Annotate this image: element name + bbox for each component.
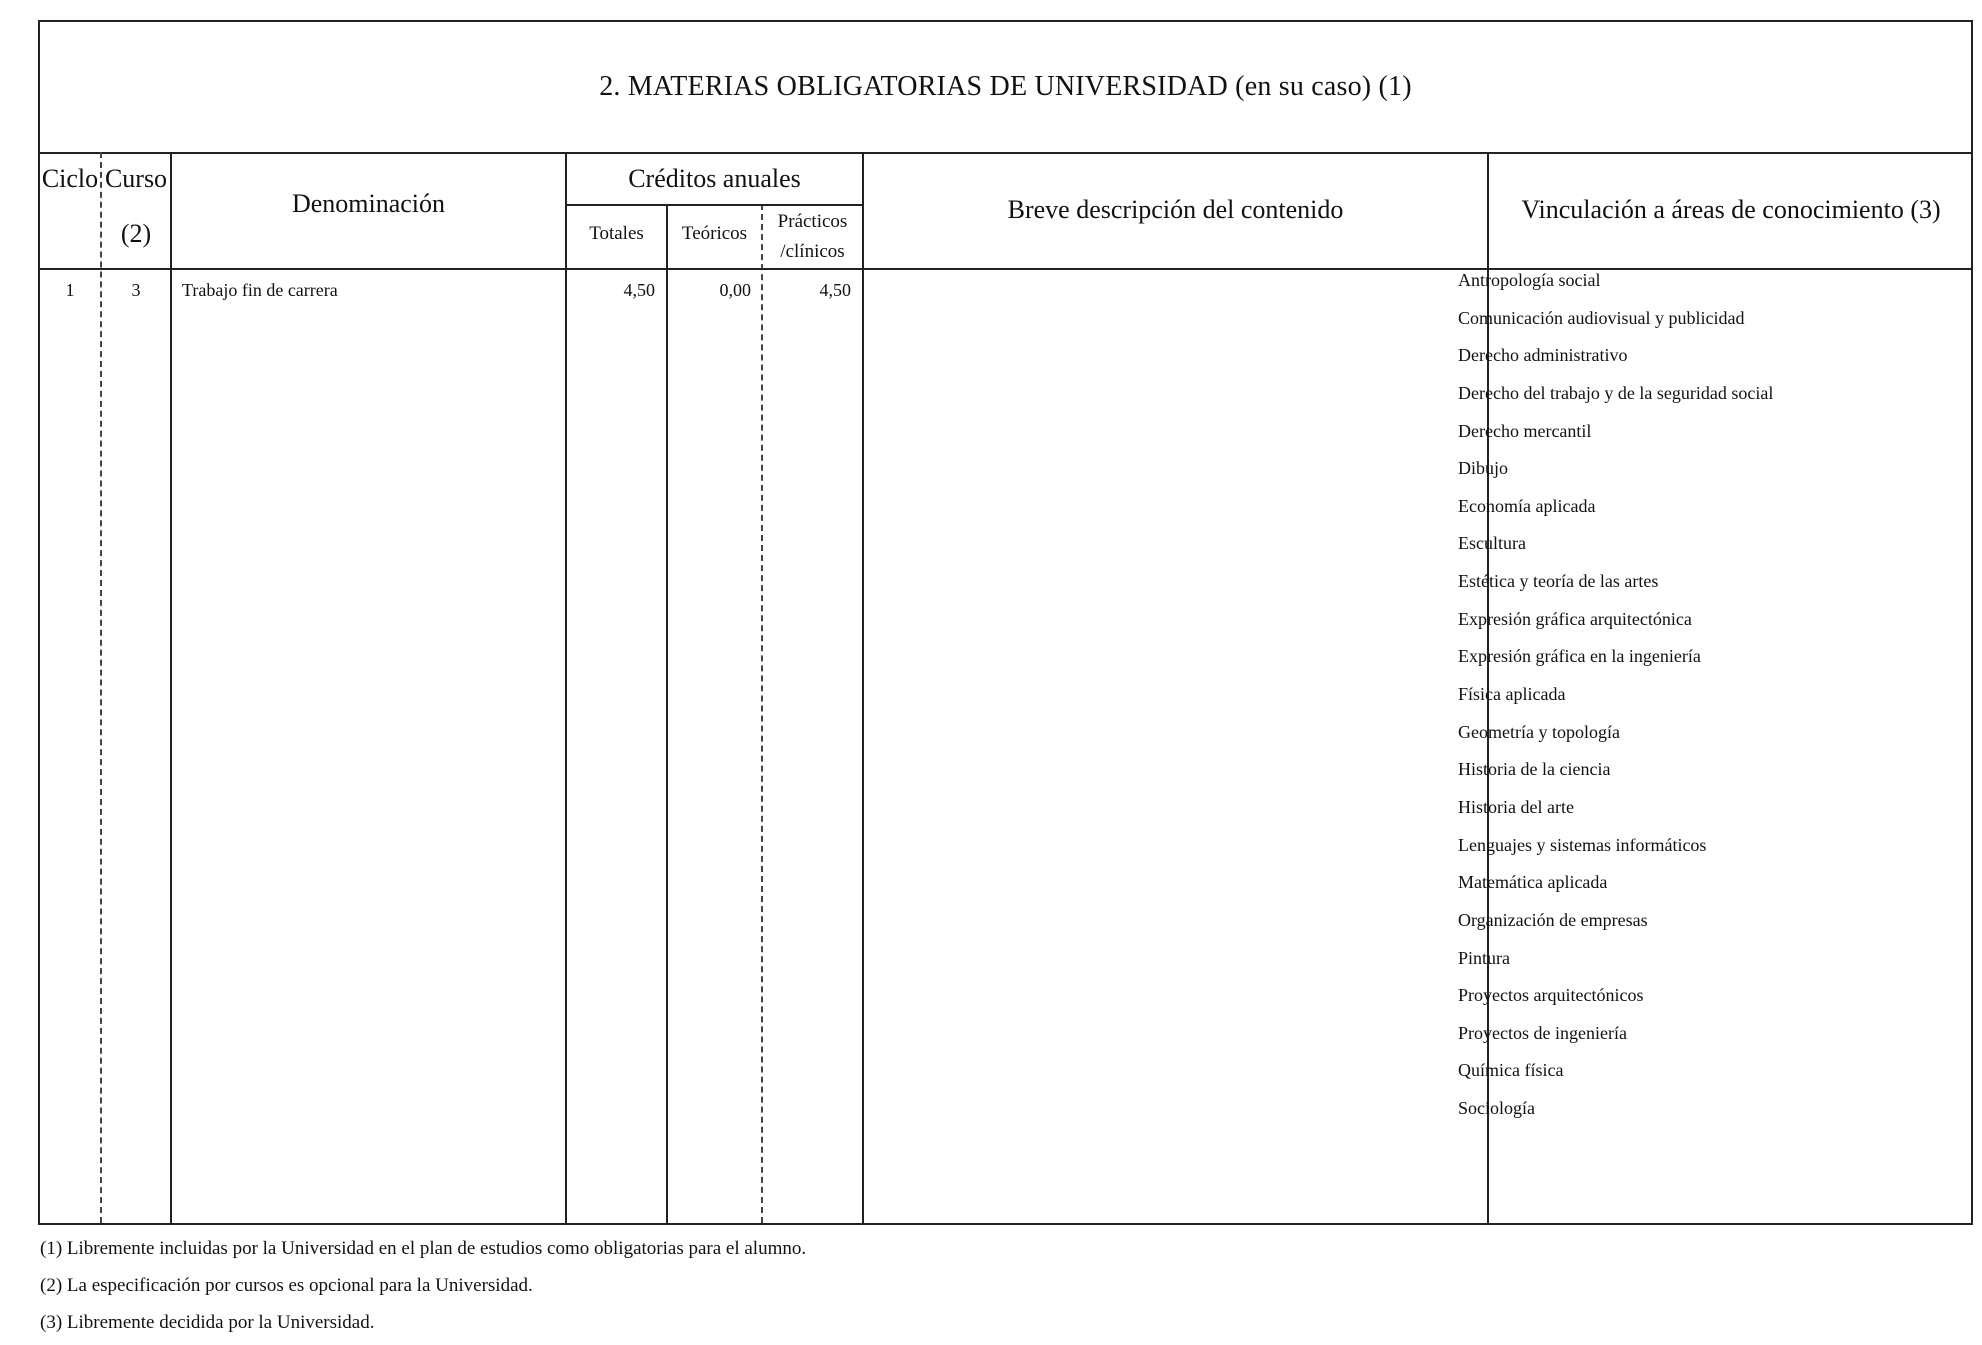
- area-item: Sociología: [1458, 1098, 1535, 1119]
- area-item: Derecho administrativo: [1458, 345, 1628, 366]
- area-item: Proyectos de ingeniería: [1458, 1022, 1627, 1043]
- column-divider: [565, 152, 567, 1223]
- cell-denominacion: Trabajo fin de carrera: [182, 280, 338, 300]
- column-divider: [100, 152, 102, 1223]
- cell-practicos: 4,50: [819, 280, 851, 300]
- areas-list: [1458, 262, 1773, 1128]
- header-practicos-line1: Prácticos: [777, 211, 848, 232]
- area-item: Proyectos arquitectónicos: [1458, 985, 1644, 1006]
- area-item: Historia del arte: [1458, 796, 1574, 817]
- header-denominacion: Denominación: [291, 189, 446, 218]
- header-vinculacion: Vinculación a áreas de conocimiento (3): [1521, 195, 1941, 224]
- cell-totales: 4,50: [623, 280, 655, 300]
- footnote-3: (3) Libremente decidida por la Universidad.: [40, 1312, 375, 1333]
- area-item: Física aplicada: [1458, 684, 1566, 705]
- footnote-1: (1) Libremente incluidas por la Universidad en el plan de estudios como obligatorias para el alumno.: [40, 1238, 807, 1259]
- header-practicos: [763, 206, 862, 268]
- area-item: Estética y teoría de las artes: [1458, 571, 1659, 592]
- header-curso: Curso: [104, 164, 168, 193]
- area-item: Química física: [1458, 1060, 1564, 1081]
- area-item: Lenguajes y sistemas informáticos: [1458, 834, 1707, 855]
- area-item: Dibujo: [1458, 458, 1509, 479]
- column-divider: [666, 204, 668, 1223]
- header-teoricos: Teóricos: [681, 223, 748, 244]
- column-divider: [862, 152, 864, 1223]
- header-practicos-line2: /clínicos: [780, 241, 845, 262]
- area-item: Economía aplicada: [1458, 495, 1596, 516]
- cell-curso: 3: [131, 280, 141, 300]
- cell-teoricos: 0,00: [719, 280, 751, 300]
- area-item: Organización de empresas: [1458, 909, 1648, 930]
- area-item: Escultura: [1458, 533, 1526, 554]
- area-item: Geometría y topología: [1458, 721, 1620, 742]
- footnote-2: (2) La especificación por cursos es opcional para la Universidad.: [40, 1275, 533, 1296]
- area-item: Expresión gráfica en la ingeniería: [1458, 646, 1701, 667]
- area-item: Derecho mercantil: [1458, 420, 1592, 441]
- column-divider: [170, 152, 172, 1223]
- header-creditos: Créditos anuales: [628, 164, 801, 193]
- area-item: Comunicación audiovisual y publicidad: [1458, 307, 1745, 328]
- header-descripcion: Breve descripción del contenido: [1007, 195, 1344, 224]
- column-divider: [761, 204, 763, 1223]
- area-item: Pintura: [1458, 947, 1510, 968]
- area-item: Derecho del trabajo y de la seguridad social: [1458, 382, 1774, 403]
- area-item: Matemática aplicada: [1458, 872, 1608, 893]
- cell-ciclo: 1: [65, 280, 75, 300]
- area-item: Expresión gráfica arquitectónica: [1458, 608, 1692, 629]
- area-item: Antropología social: [1458, 270, 1601, 290]
- footnotes: [40, 1230, 806, 1341]
- header-curso-note: (2): [120, 219, 152, 248]
- area-item: Historia de la ciencia: [1458, 759, 1611, 780]
- section-title: 2. MATERIAS OBLIGATORIAS DE UNIVERSIDAD (en su caso) (1): [40, 22, 1971, 154]
- header-totales: Totales: [589, 223, 644, 244]
- header-ciclo: Ciclo: [41, 164, 99, 193]
